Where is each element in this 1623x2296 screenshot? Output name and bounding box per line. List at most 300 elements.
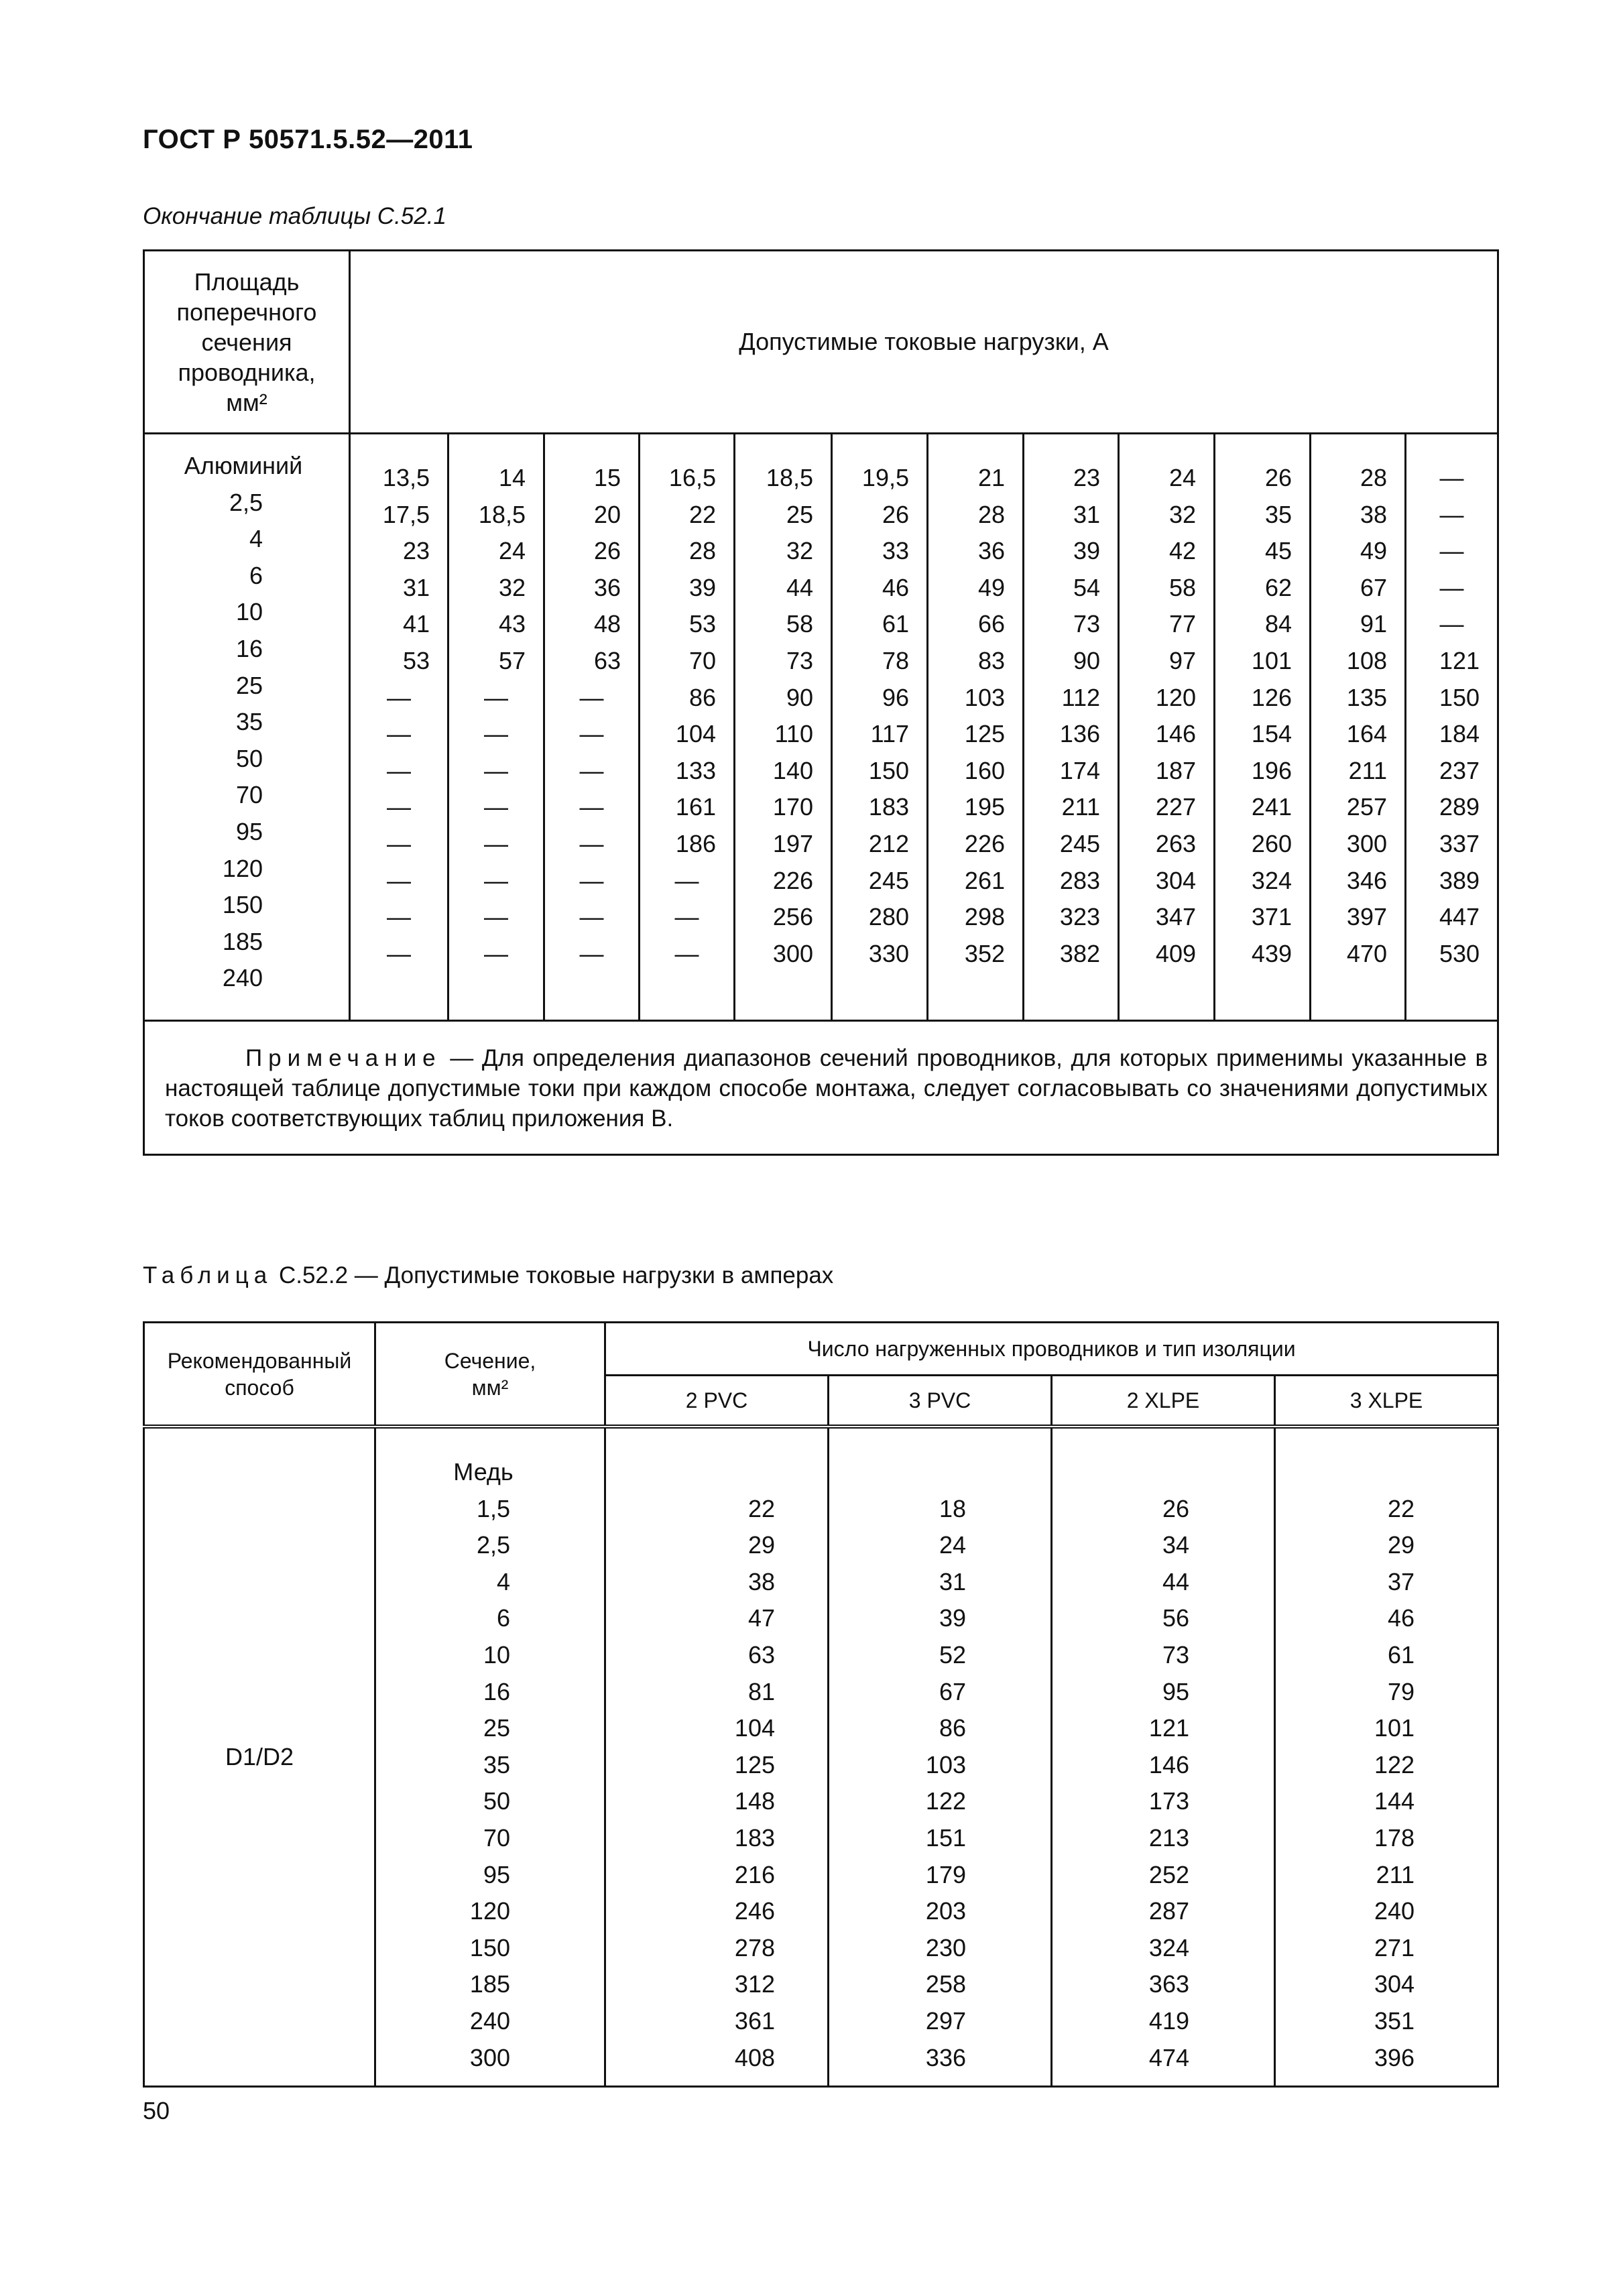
current-value: 195 — [964, 793, 1005, 821]
current-value: 173 — [1148, 1787, 1189, 1815]
section-value: 10 — [483, 1640, 510, 1669]
note-label: Примечание — [245, 1044, 442, 1071]
section-value: 150 — [222, 891, 263, 919]
current-value: 24 — [498, 537, 526, 565]
current-value: 48 — [593, 610, 621, 638]
subheader-3xlpe: 3 XLPE — [1275, 1376, 1498, 1427]
table-c52-1 — [143, 249, 1499, 1156]
current-value: 184 — [1439, 720, 1480, 748]
section-value: 95 — [235, 817, 263, 845]
section-value: 95 — [483, 1860, 510, 1888]
current-value: 324 — [1148, 1933, 1189, 1961]
current-value: 58 — [1168, 573, 1196, 601]
header-line: мм² — [226, 388, 267, 416]
current-value: 347 — [1155, 903, 1196, 931]
current-value: — — [484, 829, 508, 857]
current-value: 63 — [747, 1640, 775, 1669]
current-value: 43 — [498, 610, 526, 638]
current-value: 24 — [1168, 464, 1196, 491]
current-value: 38 — [747, 1567, 775, 1595]
current-value: 330 — [868, 939, 909, 967]
current-value: 101 — [1251, 646, 1292, 674]
current-value: 29 — [1387, 1531, 1415, 1559]
current-value: — — [484, 756, 508, 784]
current-value: 67 — [1360, 573, 1387, 601]
current-value: 19,5 — [861, 464, 909, 491]
current-value: 227 — [1155, 793, 1196, 821]
table1-value-column — [1311, 434, 1406, 1021]
current-value: 28 — [688, 537, 716, 565]
current-value: 197 — [772, 829, 813, 857]
current-value: 38 — [1360, 500, 1387, 528]
current-value: 29 — [747, 1531, 775, 1559]
row-spacer — [606, 1454, 827, 1491]
current-value: 283 — [1059, 866, 1100, 894]
section-value: 4 — [496, 1567, 510, 1595]
section-value: 240 — [222, 964, 263, 992]
current-value: 58 — [786, 610, 813, 638]
current-value: — — [579, 939, 604, 967]
current-value: 289 — [1439, 793, 1480, 821]
current-value: 150 — [1439, 683, 1480, 711]
current-value: 240 — [1374, 1897, 1415, 1925]
current-value: — — [1439, 500, 1464, 528]
table1-value-column — [544, 434, 640, 1021]
current-value: 280 — [868, 903, 909, 931]
current-value: 22 — [747, 1494, 775, 1522]
table2-caption — [143, 1262, 833, 1289]
current-value: 263 — [1155, 829, 1196, 857]
current-value: 66 — [977, 610, 1005, 638]
current-value: 245 — [1059, 829, 1100, 857]
table1-value-column — [1024, 434, 1119, 1021]
current-value: — — [484, 903, 508, 931]
current-value: 90 — [1073, 646, 1100, 674]
current-value: 32 — [498, 573, 526, 601]
table1-section-column — [144, 434, 350, 1021]
current-value: 337 — [1439, 829, 1480, 857]
table1-value-column — [928, 434, 1024, 1021]
current-value: 361 — [734, 2006, 775, 2035]
section-value: 35 — [483, 1750, 510, 1778]
section-value: 4 — [249, 525, 263, 553]
section-value: 6 — [496, 1604, 510, 1632]
current-value: 237 — [1439, 756, 1480, 784]
subheader-2xlpe: 2 XLPE — [1052, 1376, 1275, 1427]
current-value: 363 — [1148, 1970, 1189, 1998]
current-value: 41 — [402, 610, 430, 638]
current-value: 101 — [1374, 1714, 1415, 1742]
current-value: 23 — [1073, 464, 1100, 491]
current-value: 90 — [786, 683, 813, 711]
current-value: 117 — [870, 720, 909, 748]
current-value: 45 — [1264, 537, 1292, 565]
current-value: 187 — [1155, 756, 1196, 784]
section-value: 50 — [235, 744, 263, 772]
current-value: 67 — [939, 1677, 966, 1705]
table1-values-header: Допустимые токовые нагрузки, А — [350, 251, 1498, 434]
section-value: 185 — [469, 1970, 510, 1998]
current-value: 121 — [1148, 1714, 1189, 1742]
header-line: проводника, — [178, 358, 316, 386]
current-value: 352 — [964, 939, 1005, 967]
current-value: 63 — [593, 646, 621, 674]
section-value: 16 — [483, 1677, 510, 1705]
current-value: 39 — [939, 1604, 966, 1632]
current-value: 154 — [1251, 720, 1292, 748]
current-value: 447 — [1439, 903, 1480, 931]
current-value: 278 — [734, 1933, 775, 1961]
current-value: 42 — [1168, 537, 1196, 565]
current-value: 28 — [1360, 464, 1387, 491]
current-value: 136 — [1059, 720, 1100, 748]
table1-note — [144, 1020, 1498, 1154]
current-value: 203 — [925, 1897, 966, 1925]
table2-value-column — [605, 1427, 829, 2087]
current-value: 70 — [688, 646, 716, 674]
current-value: 26 — [1162, 1494, 1189, 1522]
current-value: 260 — [1251, 829, 1292, 857]
section-value: 25 — [483, 1714, 510, 1742]
current-value: 78 — [882, 646, 909, 674]
current-value: 245 — [868, 866, 909, 894]
table2-method-header: Рекомендованный способ — [144, 1323, 375, 1427]
current-value: — — [484, 683, 508, 711]
section-value: 35 — [235, 708, 263, 736]
current-value: 81 — [747, 1677, 775, 1705]
current-value: 39 — [688, 573, 716, 601]
current-value: 53 — [688, 610, 716, 638]
current-value: 18,5 — [766, 464, 813, 491]
current-value: 121 — [1439, 646, 1480, 674]
current-value: 474 — [1148, 2043, 1189, 2071]
section-value: 16 — [235, 634, 263, 662]
table1-value-column — [832, 434, 928, 1021]
current-value: 28 — [977, 500, 1005, 528]
current-value: — — [579, 756, 604, 784]
current-value: 179 — [925, 1860, 966, 1888]
row-spacer — [1053, 1454, 1274, 1491]
current-value: 174 — [1059, 756, 1100, 784]
table2-caption-text: С.52.2 — Допустимые токовые нагрузки в амперах — [272, 1262, 834, 1288]
current-value: 73 — [1162, 1640, 1189, 1669]
current-value: 160 — [964, 756, 1005, 784]
current-value: — — [484, 720, 508, 748]
current-value: 312 — [734, 1970, 775, 1998]
current-value: 79 — [1387, 1677, 1415, 1705]
current-value: 170 — [772, 793, 813, 821]
current-value: 409 — [1155, 939, 1196, 967]
section-value: 50 — [483, 1787, 510, 1815]
current-value: 125 — [964, 720, 1005, 748]
current-value: — — [579, 793, 604, 821]
current-value: 31 — [939, 1567, 966, 1595]
current-value: 37 — [1387, 1567, 1415, 1595]
table1-value-column — [350, 434, 448, 1021]
current-value: 150 — [868, 756, 909, 784]
current-value: 336 — [925, 2043, 966, 2071]
current-value: — — [484, 793, 508, 821]
section-value: 120 — [222, 854, 263, 882]
current-value: 77 — [1168, 610, 1196, 638]
current-value: 252 — [1148, 1860, 1189, 1888]
section-value: 185 — [222, 927, 263, 955]
table2-section-column — [375, 1427, 605, 2087]
current-value: — — [387, 866, 411, 894]
current-value: 22 — [688, 500, 716, 528]
current-value: 16,5 — [668, 464, 716, 491]
current-value: 304 — [1374, 1970, 1415, 1998]
current-value: 261 — [964, 866, 1005, 894]
current-value: 257 — [1346, 793, 1387, 821]
current-value: 96 — [882, 683, 909, 711]
current-value: 46 — [1387, 1604, 1415, 1632]
current-value: 256 — [772, 903, 813, 931]
current-value: 25 — [786, 500, 813, 528]
current-value: — — [387, 829, 411, 857]
current-value: 161 — [675, 793, 716, 821]
current-value: 13,5 — [382, 464, 430, 491]
table1-value-column — [1406, 434, 1498, 1021]
current-value: — — [579, 903, 604, 931]
current-value: 211 — [1376, 1860, 1415, 1888]
current-value: 32 — [1168, 500, 1196, 528]
current-value: 26 — [593, 537, 621, 565]
current-value: 146 — [1155, 720, 1196, 748]
current-value: 382 — [1059, 939, 1100, 967]
current-value: 83 — [977, 646, 1005, 674]
current-value: 32 — [786, 537, 813, 565]
section-value: 70 — [235, 781, 263, 809]
current-value: 20 — [593, 500, 621, 528]
current-value: 61 — [882, 610, 909, 638]
table2-group-header: Число нагруженных проводников и тип изоляции — [605, 1323, 1498, 1376]
current-value: — — [387, 720, 411, 748]
section-value: 25 — [235, 671, 263, 699]
current-value: 112 — [1061, 683, 1100, 711]
section-value: 2,5 — [476, 1531, 510, 1559]
row-spacer — [1276, 1454, 1497, 1491]
table1-value-column — [640, 434, 735, 1021]
current-value: 530 — [1439, 939, 1480, 967]
current-value: 186 — [675, 829, 716, 857]
current-value: — — [1439, 464, 1464, 491]
current-value: 86 — [688, 683, 716, 711]
current-value: 258 — [925, 1970, 966, 1998]
current-value: 148 — [734, 1787, 775, 1815]
document-header: ГОСТ Р 50571.5.52—2011 — [143, 125, 473, 154]
current-value: 14 — [498, 464, 526, 491]
current-value: 271 — [1374, 1933, 1415, 1961]
current-value: 133 — [675, 756, 716, 784]
current-value: 211 — [1061, 793, 1100, 821]
current-value: 108 — [1346, 646, 1387, 674]
current-value: 49 — [1360, 537, 1387, 565]
current-value: 135 — [1346, 683, 1387, 711]
section-value: 6 — [249, 561, 263, 589]
current-value: — — [1439, 610, 1464, 638]
table-c52-2 — [143, 1321, 1499, 2088]
current-value: 23 — [402, 537, 430, 565]
current-value: 44 — [1162, 1567, 1189, 1595]
current-value: — — [387, 683, 411, 711]
current-value: 18,5 — [478, 500, 526, 528]
current-value: 62 — [1264, 573, 1292, 601]
current-value: 389 — [1439, 866, 1480, 894]
current-value: 95 — [1162, 1677, 1189, 1705]
current-value: 211 — [1348, 756, 1387, 784]
current-value: 298 — [964, 903, 1005, 931]
current-value: 18 — [939, 1494, 966, 1522]
current-value: 122 — [1374, 1750, 1415, 1778]
current-value: 125 — [734, 1750, 775, 1778]
current-value: — — [674, 866, 699, 894]
current-value: 39 — [1073, 537, 1100, 565]
current-value: 300 — [1346, 829, 1387, 857]
current-value: — — [484, 939, 508, 967]
current-value: 15 — [593, 464, 621, 491]
current-value: 183 — [734, 1823, 775, 1852]
table2-section-header: Сечение, мм² — [375, 1323, 605, 1427]
table1-col-header-section — [144, 251, 350, 434]
current-value: 44 — [786, 573, 813, 601]
current-value: — — [387, 756, 411, 784]
note-text: — Для определения диапазонов сечений проводников, для которых применимы указанные в настоящей таблице допустимые токи при каждом способе монтажа, следует согласовывать со значениями допустимых токов соответствующих таблиц приложения В. — [165, 1044, 1488, 1132]
table1-value-column — [448, 434, 544, 1021]
current-value: 31 — [1073, 500, 1100, 528]
subheader-3pvc: 3 PVC — [829, 1376, 1052, 1427]
current-value: 419 — [1148, 2006, 1189, 2035]
current-value: 46 — [882, 573, 909, 601]
current-value: 35 — [1264, 500, 1292, 528]
section-value: 10 — [235, 598, 263, 626]
current-value: 26 — [882, 500, 909, 528]
current-value: 178 — [1374, 1823, 1415, 1852]
section-value: 70 — [483, 1823, 510, 1852]
material-label: Медь — [453, 1458, 514, 1486]
current-value: 61 — [1387, 1640, 1415, 1669]
current-value: — — [484, 866, 508, 894]
current-value: 300 — [772, 939, 813, 967]
current-value: 297 — [925, 2006, 966, 2035]
current-value: 126 — [1251, 683, 1292, 711]
current-value: 397 — [1346, 903, 1387, 931]
section-value: 1,5 — [476, 1494, 510, 1522]
table1-value-column — [1215, 434, 1311, 1021]
current-value: 104 — [734, 1714, 775, 1742]
current-value: — — [674, 903, 699, 931]
current-value: 17,5 — [382, 500, 430, 528]
current-value: 146 — [1148, 1750, 1189, 1778]
current-value: 122 — [925, 1787, 966, 1815]
current-value: 47 — [747, 1604, 775, 1632]
section-value: 300 — [469, 2043, 510, 2071]
current-value: 226 — [772, 866, 813, 894]
current-value: — — [674, 939, 699, 967]
table1-value-column — [735, 434, 832, 1021]
current-value: 120 — [1155, 683, 1196, 711]
current-value: 183 — [868, 793, 909, 821]
current-value: 164 — [1346, 720, 1387, 748]
current-value: 140 — [772, 756, 813, 784]
current-value: 36 — [977, 537, 1005, 565]
current-value: 36 — [593, 573, 621, 601]
table2-value-column — [1052, 1427, 1275, 2087]
current-value: 49 — [977, 573, 1005, 601]
current-value: 144 — [1374, 1787, 1415, 1815]
current-value: 323 — [1059, 903, 1100, 931]
current-value: 241 — [1251, 793, 1292, 821]
table2-caption-label: Таблица — [143, 1262, 273, 1288]
current-value: 86 — [939, 1714, 966, 1742]
current-value: 84 — [1264, 610, 1292, 638]
current-value: 110 — [774, 720, 813, 748]
header-line: Площадь — [194, 267, 300, 296]
current-value: 73 — [786, 646, 813, 674]
current-value: 470 — [1346, 939, 1387, 967]
current-value: 304 — [1155, 866, 1196, 894]
current-value: 408 — [734, 2043, 775, 2071]
current-value: 53 — [402, 646, 430, 674]
current-value: 216 — [734, 1860, 775, 1888]
current-value: 24 — [939, 1531, 966, 1559]
material-label: Алюминий — [184, 452, 303, 479]
current-value: 21 — [977, 464, 1005, 491]
current-value: 103 — [964, 683, 1005, 711]
table2-method-cell: D1/D2 — [144, 1427, 375, 2087]
section-value: 2,5 — [229, 488, 263, 516]
current-value: 371 — [1251, 903, 1292, 931]
current-value: 287 — [1148, 1897, 1189, 1925]
current-value: 73 — [1073, 610, 1100, 638]
row-spacer — [829, 1454, 1050, 1491]
table2-value-column — [829, 1427, 1052, 2087]
current-value: 57 — [498, 646, 526, 674]
current-value: 196 — [1251, 756, 1292, 784]
table2-value-column — [1275, 1427, 1498, 2087]
current-value: 396 — [1374, 2043, 1415, 2071]
current-value: 103 — [925, 1750, 966, 1778]
current-value: 230 — [925, 1933, 966, 1961]
current-value: 54 — [1073, 573, 1100, 601]
current-value: 324 — [1251, 866, 1292, 894]
section-value: 240 — [469, 2006, 510, 2035]
current-value: — — [387, 903, 411, 931]
current-value: 26 — [1264, 464, 1292, 491]
current-value: 22 — [1387, 1494, 1415, 1522]
current-value: — — [1439, 573, 1464, 601]
current-value: 151 — [925, 1823, 966, 1852]
current-value: 439 — [1251, 939, 1292, 967]
current-value: 34 — [1162, 1531, 1189, 1559]
current-value: 31 — [402, 573, 430, 601]
current-value: — — [387, 793, 411, 821]
table1-caption: Окончание таблицы С.52.1 — [143, 203, 446, 229]
table1-value-column — [1119, 434, 1215, 1021]
current-value: 246 — [734, 1897, 775, 1925]
current-value: 91 — [1360, 610, 1387, 638]
current-value: — — [387, 939, 411, 967]
current-value: — — [579, 683, 604, 711]
current-value: — — [579, 829, 604, 857]
current-value: 213 — [1148, 1823, 1189, 1852]
current-value: — — [1439, 537, 1464, 565]
current-value: 104 — [675, 720, 716, 748]
section-value: 150 — [469, 1933, 510, 1961]
current-value: 351 — [1374, 2006, 1415, 2035]
current-value: 52 — [939, 1640, 966, 1669]
page-number: 50 — [143, 2097, 170, 2124]
